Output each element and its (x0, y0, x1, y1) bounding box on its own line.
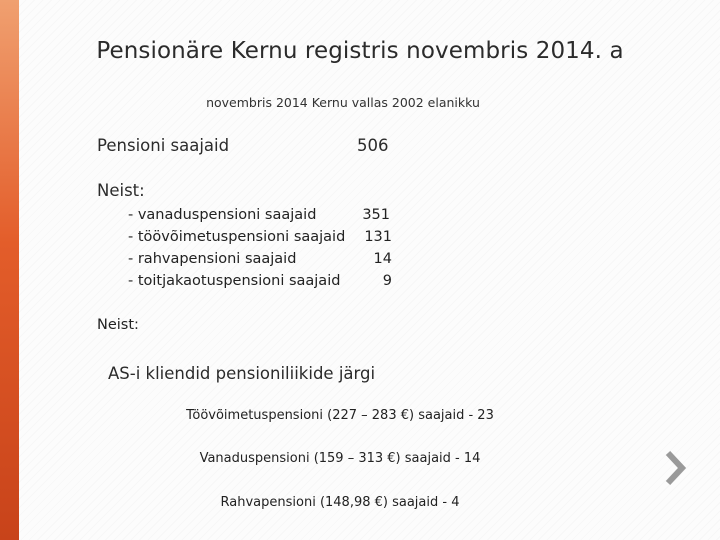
client-line: Rahvapensioni (148,98 €) saajaid - 4 (220, 495, 460, 510)
breakdown-row (128, 229, 392, 251)
breakdown-value: 14 (373, 251, 392, 267)
breakdown-label: - vanaduspensioni saajaid (128, 207, 317, 223)
breakdown-label: - rahvapensioni saajaid (128, 251, 297, 267)
slide-subtitle: novembris 2014 Kernu vallas 2002 elanikku (206, 95, 480, 110)
total-value: 506 (357, 136, 389, 155)
breakdown-row (128, 273, 392, 295)
total-label: Pensioni saajaid (97, 136, 230, 155)
slide-title: Pensionäre Kernu registris novembris 2014. a (96, 38, 624, 64)
neist-label-2: Neist: (97, 317, 139, 333)
client-line: Töövõimetuspensioni (227 – 283 €) saajaid - 23 (186, 408, 494, 423)
breakdown-value: 351 (362, 207, 390, 223)
breakdown-value: 9 (382, 273, 392, 289)
client-line: Vanaduspensioni (159 – 313 €) saajaid - 14 (199, 451, 481, 466)
breakdown-label: - toitjakaotuspensioni saajaid (128, 273, 341, 289)
breakdown-row (128, 251, 392, 273)
breakdown-row (128, 207, 392, 229)
chevron-right-icon[interactable] (664, 450, 686, 486)
neist-label: Neist: (97, 181, 145, 200)
clients-heading: AS-i kliendid pensioniliikide järgi (108, 364, 376, 383)
breakdown-label: - töövõimetuspensioni saajaid (128, 229, 346, 245)
breakdown-value: 131 (364, 229, 392, 245)
